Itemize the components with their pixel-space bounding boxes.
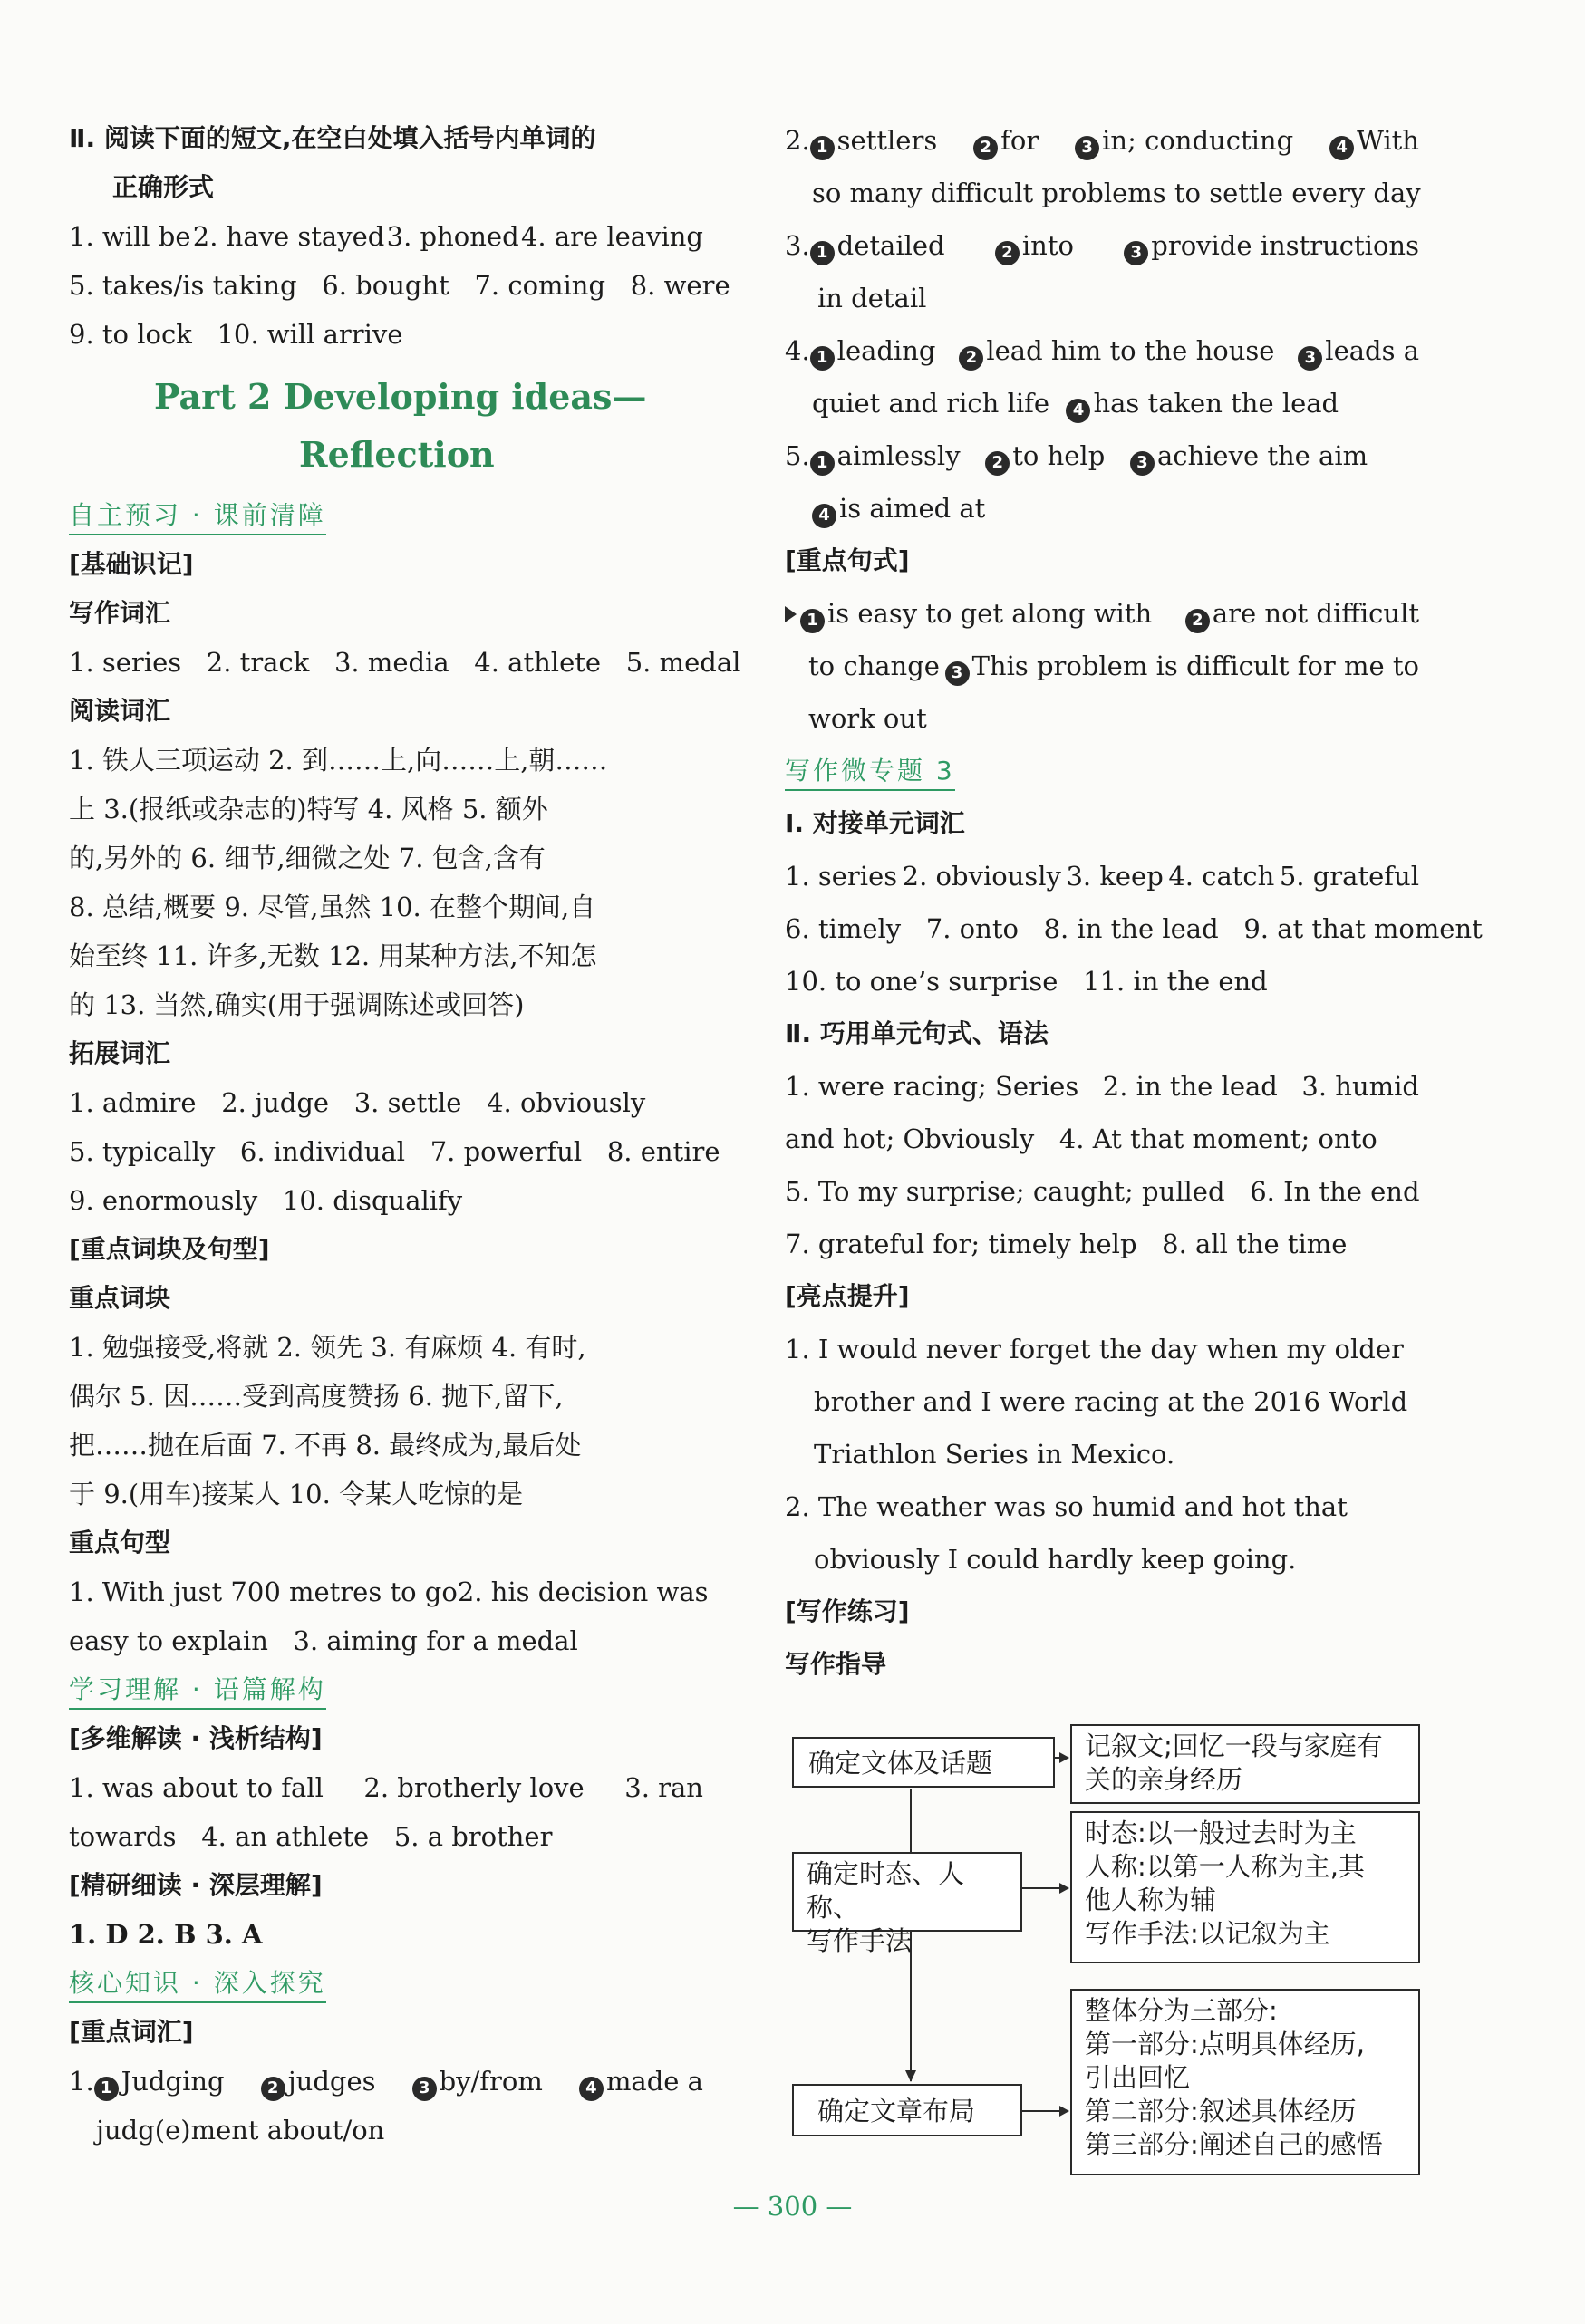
answer: to change xyxy=(808,651,940,681)
answer: 7. powerful xyxy=(430,1136,583,1167)
answer: 11. in the end xyxy=(1083,966,1268,997)
reading-vocab-line: 上 3.(报纸或杂志的)特写 4. 风格 5. 额外 xyxy=(69,794,548,824)
multi-heading: [多维解读 · 浅析结构] xyxy=(69,1723,323,1753)
answer: This problem is difficult for me to xyxy=(971,651,1419,681)
section-2-title-cont: 正确形式 xyxy=(112,172,215,202)
arrow-right-icon xyxy=(1059,1752,1069,1763)
answer: 1. will be xyxy=(69,221,191,252)
key-chunks-line: 偶尔 5. 因……受到高度赞扬 6. 抛下,留下, xyxy=(69,1381,564,1412)
answer: provide instructions xyxy=(1151,230,1419,261)
answer: 4. athlete xyxy=(474,647,602,678)
answer: 3. humid xyxy=(1301,1071,1419,1102)
key-chunks-line: 于 9.(用车)接某人 10. 令某人吃惊的是 xyxy=(69,1479,524,1509)
question-number: 4. xyxy=(785,335,810,366)
arrow-right-icon xyxy=(1059,2106,1069,2117)
reading-vocab-heading: 阅读词汇 xyxy=(69,696,171,726)
answer: judges xyxy=(287,2066,376,2097)
answer: 3. aiming for a medal xyxy=(293,1625,578,1656)
circle-number-icon: 1 xyxy=(810,346,835,371)
circle-number-icon: 2 xyxy=(985,451,1010,476)
key-sentence-heading: [重点句式] xyxy=(785,545,910,575)
answer: into xyxy=(1021,230,1074,261)
answer: 7. grateful for; timely help xyxy=(785,1229,1137,1259)
key-chunks-line: 把……抛在后面 7. 不再 8. 最终成为,最后处 xyxy=(69,1430,582,1461)
answer: towards xyxy=(69,1821,177,1852)
answer: 10. to one’s surprise xyxy=(785,966,1058,997)
answer: 1. series xyxy=(69,647,182,678)
key-vocab-cont: judg(e)ment about/on xyxy=(96,2115,385,2146)
highlight-line: 1. I would never forget the day when my older xyxy=(785,1334,1404,1365)
answer: leads a xyxy=(1325,335,1419,366)
answer: 7. onto xyxy=(925,913,1019,944)
answer: lead him to the house xyxy=(986,335,1275,366)
answer: 5. a brother xyxy=(393,1821,553,1852)
w2-heading: Ⅱ. 巧用单元句式、语法 xyxy=(785,1018,1049,1048)
answer: by/from xyxy=(439,2066,543,2097)
circle-number-icon: 3 xyxy=(412,2077,437,2101)
answer: 5. medal xyxy=(625,647,741,678)
circle-number-icon: 4 xyxy=(579,2077,604,2101)
circle-number-icon: 1 xyxy=(800,609,825,633)
highlight-line: 2. The weather was so humid and hot that xyxy=(785,1491,1348,1522)
answer: aimlessly xyxy=(836,440,961,471)
highlight-line: obviously I could hardly keep going. xyxy=(814,1544,1297,1575)
answer: quiet and rich life xyxy=(812,388,1050,419)
answer: 3. keep xyxy=(1066,861,1164,892)
answer: has taken the lead xyxy=(1093,388,1339,419)
practice-heading: [写作练习] xyxy=(785,1596,910,1626)
answer: 1. were racing; Series xyxy=(785,1071,1079,1102)
answer: 4. an athlete xyxy=(201,1821,370,1852)
answer: 1. series xyxy=(785,861,898,892)
answer: are not difficult xyxy=(1212,598,1419,629)
answer: 6. bought xyxy=(322,270,449,301)
ext-vocab-heading: 拓展词汇 xyxy=(69,1038,171,1068)
key-pattern-heading: 重点句型 xyxy=(69,1528,171,1557)
answer: Judging xyxy=(121,2066,225,2097)
answer: settlers xyxy=(836,125,938,156)
flow-text: 写作手法 xyxy=(807,1925,913,1956)
answer: With xyxy=(1357,125,1419,156)
answer: 2. brotherly love xyxy=(363,1772,585,1803)
circle-number-icon: 2 xyxy=(959,346,983,371)
flow-result-layout xyxy=(1070,1989,1420,2175)
answer: 2. obviously xyxy=(902,861,1061,892)
key-chunks-heading: 重点词块 xyxy=(69,1283,171,1313)
answer: 8. in the lead xyxy=(1043,913,1219,944)
circle-number-icon: 2 xyxy=(1185,609,1210,633)
circle-number-icon: 3 xyxy=(1298,346,1322,371)
flow-box-tense xyxy=(792,1852,1022,1956)
circle-number-icon: 3 xyxy=(945,661,970,686)
circle-number-icon: 2 xyxy=(995,241,1020,265)
preview-heading-text: 自主预习 · 课前清障 xyxy=(69,500,326,535)
answer: leading xyxy=(836,335,936,366)
page-number: — 300 — xyxy=(732,2191,853,2222)
answer: 5. grateful xyxy=(1279,861,1419,892)
key-chunks-line: 1. 勉强接受,将就 2. 领先 3. 有麻烦 4. 有时, xyxy=(69,1332,586,1363)
flow-text: 引出回忆 xyxy=(1085,2062,1191,2093)
answer: 10. will arrive xyxy=(217,319,403,350)
question-number: 3. xyxy=(785,230,810,261)
reading-vocab-line: 的 13. 当然,确实(用于强调陈述或回答) xyxy=(69,989,525,1020)
flow-text: 时态:以一般过去时为主 xyxy=(1085,1818,1357,1848)
circle-number-icon: 1 xyxy=(810,451,835,476)
flow-text: 确定时态、人称、 xyxy=(807,1858,965,1923)
core-heading-text: 核心知识 · 深入探究 xyxy=(69,1968,326,2003)
answer: detailed xyxy=(836,230,945,261)
key-sentence-cont: work out xyxy=(808,703,927,734)
flow-box-layout: 确定文章布局 xyxy=(792,2084,1022,2136)
answer: is aimed at xyxy=(839,493,986,524)
w1-heading: Ⅰ. 对接单元词汇 xyxy=(785,808,965,838)
flow-box-genre: 确定文体及话题 xyxy=(792,1737,1055,1788)
circle-number-icon: 4 xyxy=(1066,399,1090,423)
circle-number-icon: 2 xyxy=(261,2077,285,2101)
reading-vocab-line: 1. 铁人三项运动 2. 到……上,向……上,朝…… xyxy=(69,745,608,776)
answer: 8. all the time xyxy=(1162,1229,1348,1259)
answer: 1. admire xyxy=(69,1087,197,1118)
answer: 2. in the lead xyxy=(1102,1071,1278,1102)
deep-answers: 1. D 2. B 3. A xyxy=(69,1919,263,1950)
answer: 5. takes/is taking xyxy=(69,270,297,301)
flow-result-genre xyxy=(1070,1724,1420,1804)
key-vocab-heading: [重点词汇] xyxy=(69,2017,194,2047)
answer: 2. track xyxy=(206,647,310,678)
answer: 4. obviously xyxy=(487,1087,646,1118)
question-number: 2. xyxy=(785,125,810,156)
answer: to help xyxy=(1012,440,1106,471)
answer: 2. his decision was xyxy=(457,1577,709,1607)
flow-text: 写作手法:以记叙为主 xyxy=(1085,1918,1330,1949)
answer: 5. typically xyxy=(69,1136,216,1167)
circle-number-icon: 3 xyxy=(1124,241,1148,265)
flow-text: 记叙文;回忆一段与家庭有 xyxy=(1085,1731,1383,1761)
circle-number-icon: 3 xyxy=(1075,136,1099,160)
answer: 3. settle xyxy=(353,1087,462,1118)
writing-topic-heading-text: 写作微专题 3 xyxy=(785,756,955,791)
circle-number-icon: 1 xyxy=(94,2077,119,2101)
answer: for xyxy=(1000,125,1039,156)
highlight-line: Triathlon Series in Mexico. xyxy=(814,1439,1175,1470)
answer: 9. enormously xyxy=(69,1185,258,1216)
section-2-title: Ⅱ. 阅读下面的短文,在空白处填入括号内单词的 xyxy=(69,123,596,153)
flow-result-tense xyxy=(1070,1811,1420,1963)
answer: 1. With just 700 metres to go xyxy=(69,1577,458,1607)
answer: 5. To my surprise; caught; pulled xyxy=(785,1176,1225,1207)
deep-heading: [精研细读 · 深层理解] xyxy=(69,1870,323,1900)
flow-text: 他人称为辅 xyxy=(1085,1885,1217,1915)
answer: 6. timely xyxy=(785,913,902,944)
question-cont: so many difficult problems to settle every day xyxy=(812,178,1421,208)
answer: 10. disqualify xyxy=(282,1185,463,1216)
answer: is easy to get along with xyxy=(827,598,1153,629)
answer: achieve the aim xyxy=(1156,440,1368,471)
reading-vocab-line: 的,另外的 6. 细节,细微之处 7. 包含,含有 xyxy=(69,843,546,873)
circle-number-icon: 2 xyxy=(973,136,998,160)
highlight-line: brother and I were racing at the 2016 World xyxy=(814,1386,1408,1417)
flow-text: 整体分为三部分: xyxy=(1085,1995,1278,2026)
flow-text: 人称:以第一人称为主,其 xyxy=(1085,1851,1365,1882)
answer: 4. are leaving xyxy=(520,221,703,252)
reading-vocab-line: 8. 总结,概要 9. 尽管,虽然 10. 在整个期间,自 xyxy=(69,892,596,922)
arrow-right-icon xyxy=(1059,1883,1069,1894)
answer: 7. coming xyxy=(474,270,606,301)
answer: 6. individual xyxy=(239,1136,406,1167)
answer: 8. entire xyxy=(606,1136,720,1167)
circle-number-icon: 4 xyxy=(1329,136,1354,160)
circle-number-icon: 4 xyxy=(812,504,836,528)
answer: 9. to lock xyxy=(69,319,192,350)
circle-number-icon: 1 xyxy=(810,136,835,160)
question-number: 1. xyxy=(69,2066,94,2097)
flow-text: 第二部分:叙述具体经历 xyxy=(1085,2096,1357,2126)
answer: 8. were xyxy=(630,270,730,301)
part-title: Part 2 Developing ideas— xyxy=(154,376,647,417)
answer: easy to explain xyxy=(69,1625,268,1656)
question-number: 5. xyxy=(785,440,810,471)
answer: and hot; Obviously xyxy=(785,1123,1035,1154)
reading-vocab-line: 始至终 11. 许多,无数 12. 用某种方法,不知怎 xyxy=(69,940,597,971)
circle-number-icon: 3 xyxy=(1130,451,1155,476)
guide-heading: 写作指导 xyxy=(785,1649,887,1679)
key-block-heading: [重点词块及句型] xyxy=(69,1234,270,1264)
answer: 4. catch xyxy=(1168,861,1275,892)
basic-heading: [基础识记] xyxy=(69,549,194,579)
circle-number-icon: 1 xyxy=(810,241,835,265)
study-heading-text: 学习理解 · 语篇解构 xyxy=(69,1674,326,1710)
part-title-cont: Reflection xyxy=(299,434,495,475)
answer: in; conducting xyxy=(1102,125,1294,156)
answer: 9. at that moment xyxy=(1243,913,1483,944)
flow-text: 关的亲身经历 xyxy=(1085,1764,1243,1795)
arrow-down-icon xyxy=(905,2070,916,2082)
answer: 4. At that moment; onto xyxy=(1058,1123,1377,1154)
highlight-heading: [亮点提升] xyxy=(785,1281,910,1311)
answer: 2. judge xyxy=(221,1087,330,1118)
question-cont: in detail xyxy=(817,283,927,313)
answer: 3. media xyxy=(333,647,449,678)
writing-vocab-heading: 写作词汇 xyxy=(69,598,171,628)
answer: 1. was about to fall xyxy=(69,1772,324,1803)
answer: 2. have stayed xyxy=(192,221,385,252)
flow-text: 第三部分:阐述自己的感悟 xyxy=(1085,2129,1383,2160)
answer: made a xyxy=(605,2066,703,2097)
flow-text: 第一部分:点明具体经历, xyxy=(1085,2029,1365,2059)
answer: 3. ran xyxy=(624,1772,703,1803)
answer: 3. phoned xyxy=(386,221,519,252)
answer: 6. In the end xyxy=(1250,1176,1420,1207)
